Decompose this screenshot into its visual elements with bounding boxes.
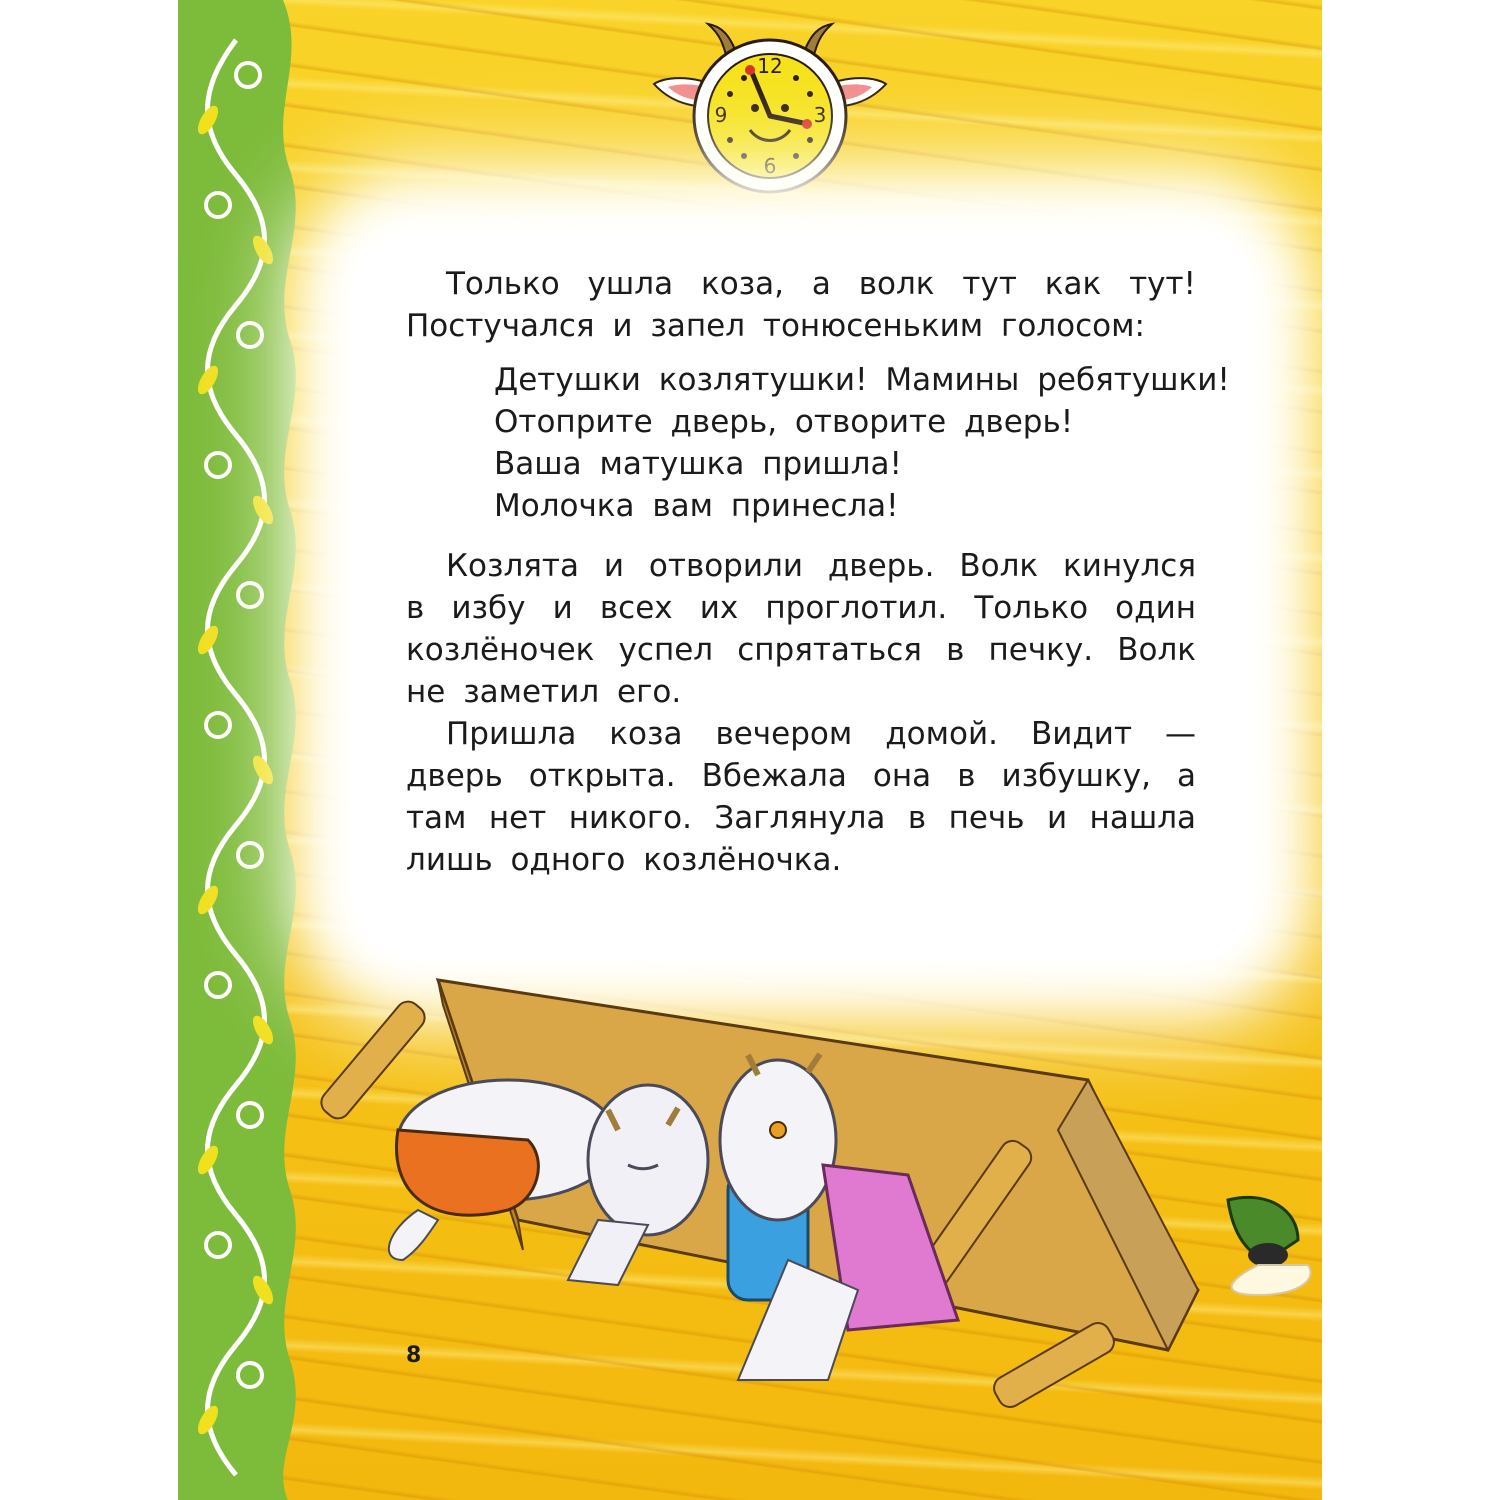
- story-paragraph-1: Только ушла коза, а волк тут как тут! Постучался и запел тонюсеньким голосом:: [406, 266, 1196, 344]
- book-page: [178, 0, 1322, 1500]
- clock-numeral-12: 12: [757, 54, 783, 78]
- illustration-goat-kids-under-bench: [268, 960, 1322, 1500]
- goat-clock-icon: [650, 18, 890, 198]
- story-paragraph-3: Пришла коза вечером домой. Видит — дверь открыта. Вбежала она в избушку, а там нет никого. Заглянула в печь и нашла лишь одного козлёночка.: [406, 716, 1196, 878]
- story-paragraph-2: Козлята и отворили дверь. Волк кинулся в избу и всех их проглотил. Только один козлёночек успел спрятаться в печку. Волк не заметил его.: [406, 548, 1196, 710]
- spilled-cup-icon: [1228, 1197, 1311, 1295]
- poem-line: Ваша матушка пришла!: [494, 446, 902, 482]
- wolf-song: [494, 359, 1230, 527]
- clock-numeral-3: 3: [813, 103, 827, 127]
- page-number: 8: [406, 1343, 422, 1368]
- clock-numeral-6: 6: [763, 154, 777, 178]
- poem-line: Отоприте дверь, отворите дверь!: [494, 404, 1074, 440]
- clock-numeral-9: 9: [714, 103, 728, 127]
- poem-line: Детушки козлятушки! Мамины ребятушки!: [494, 362, 1230, 398]
- story-text: [406, 263, 1230, 881]
- poem-line: Молочка вам принесла!: [494, 488, 899, 524]
